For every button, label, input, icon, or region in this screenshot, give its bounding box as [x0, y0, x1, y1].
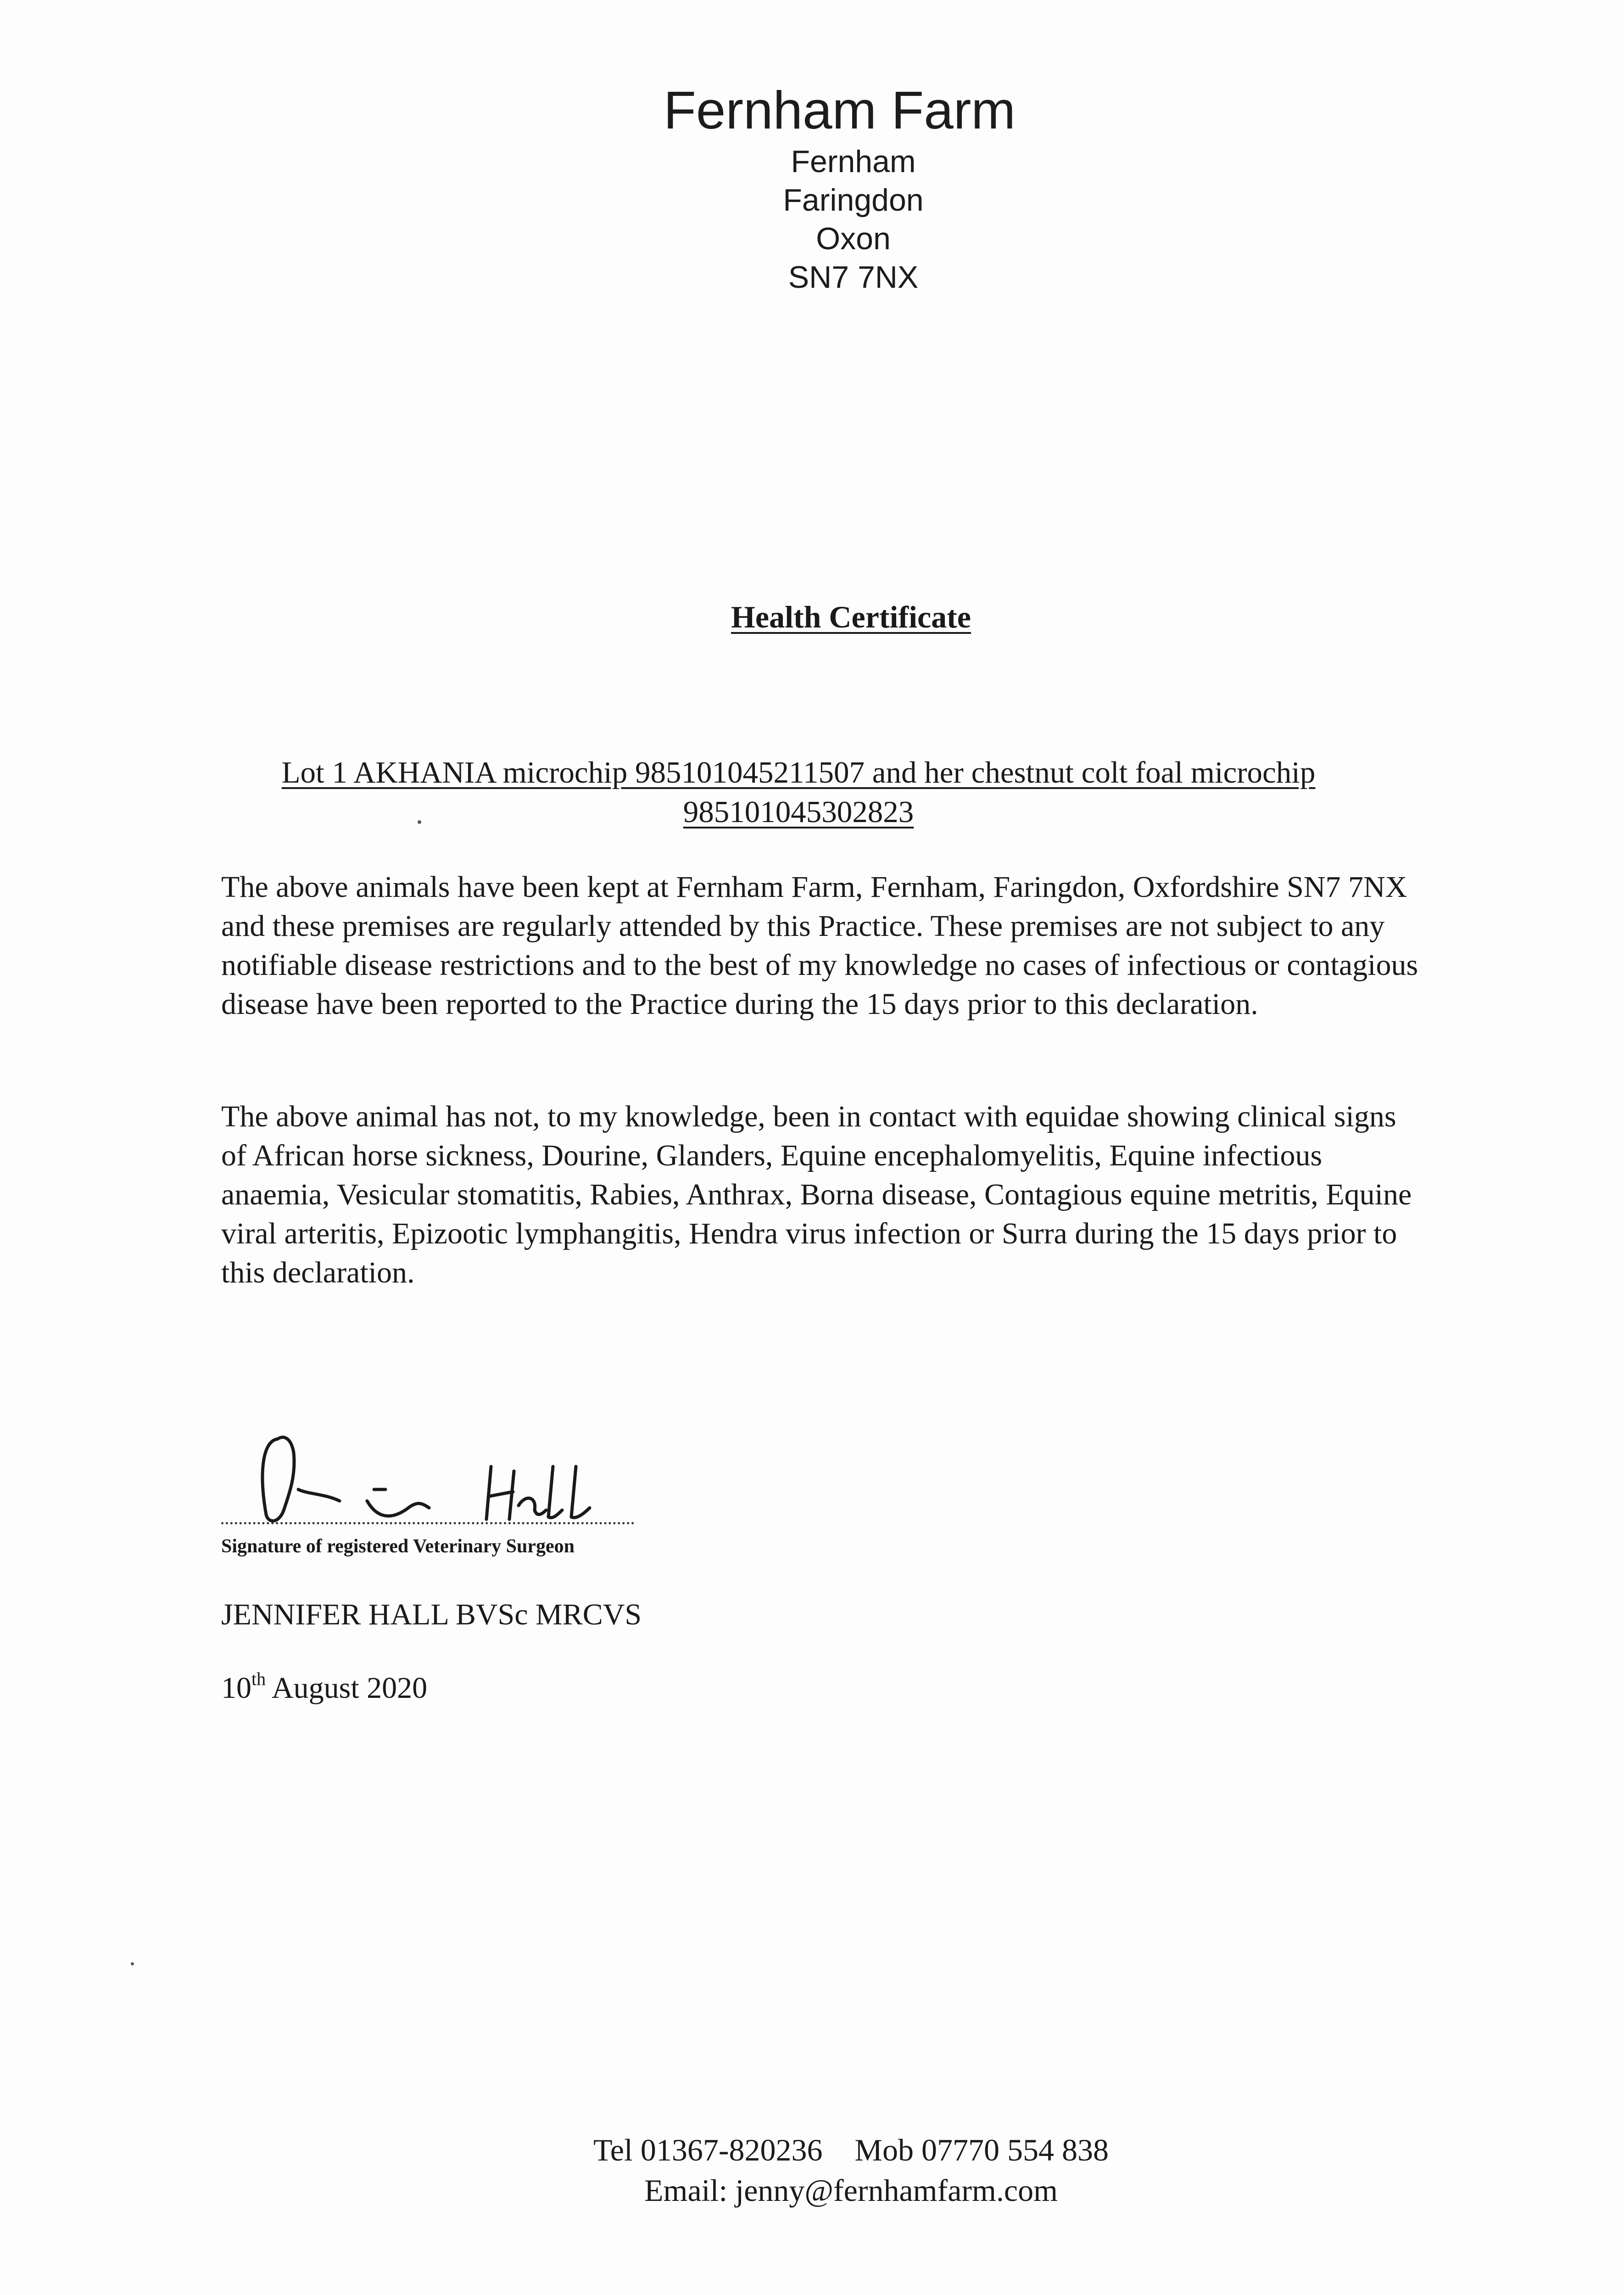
- farm-name: Fernham Farm: [663, 80, 1016, 140]
- lot-line: 985101045302823: [683, 795, 914, 829]
- date-day: 10: [221, 1671, 251, 1705]
- declaration-paragraph-premises: The above animals have been kept at Fernham Farm, Fernham, Faringdon, Oxfordshire SN7 7NX and these premises are regularly attended by this Practice. These premises are not subject to any notifiable disease restrictions and to the best of my knowledge no cases of infectious or contagious disease have been reported to the Practice during the 15 days prior to this declaration.: [221, 870, 1418, 1021]
- handwritten-signature: [216, 1421, 638, 1531]
- date-suffix: th: [251, 1668, 266, 1689]
- lot-line: Lot 1 AKHANIA microchip 985101045211507 and her chestnut colt foal microchip: [281, 756, 1316, 789]
- declaration-paragraph-diseases: The above animal has not, to my knowledge, been in contact with equidae showing clinical signs of African horse sickness, Dourine, Glanders, Equine encephalomyelitis, Equine infectious anaemia, Vesicular stomatitis, Rabies, Anthrax, Borna disease, Contagious equine metritis, Equine viral arteritis, Epizootic lymphangitis, Hendra virus infection or Surra during the 15 days prior to this declaration.: [221, 1100, 1412, 1289]
- scan-speck: [418, 820, 421, 824]
- address-line: SN7 7NX: [788, 260, 919, 295]
- email-line: Email: jenny@fernhamfarm.com: [644, 2173, 1058, 2208]
- scan-speck: [131, 1962, 134, 1965]
- declaration-date: [221, 1668, 428, 1706]
- address-line: Fernham: [791, 144, 916, 179]
- address-line: Oxon: [816, 221, 891, 256]
- vet-name: JENNIFER HALL BVSc MRCVS: [221, 1598, 642, 1631]
- certificate-title: Health Certificate: [731, 599, 971, 634]
- date-month-year: August 2020: [266, 1671, 428, 1705]
- lot-description: [229, 753, 1367, 832]
- signature-line: [221, 1522, 634, 1524]
- footer-contact: [0, 2130, 1624, 2211]
- telephone: Tel 01367-820236: [593, 2133, 823, 2167]
- letterhead: [0, 78, 1624, 297]
- signature-caption: Signature of registered Veterinary Surgeon: [221, 1536, 575, 1557]
- mobile: Mob 07770 554 838: [854, 2133, 1109, 2167]
- address-line: Faringdon: [783, 183, 924, 218]
- footer-phone-line: [78, 2130, 1624, 2170]
